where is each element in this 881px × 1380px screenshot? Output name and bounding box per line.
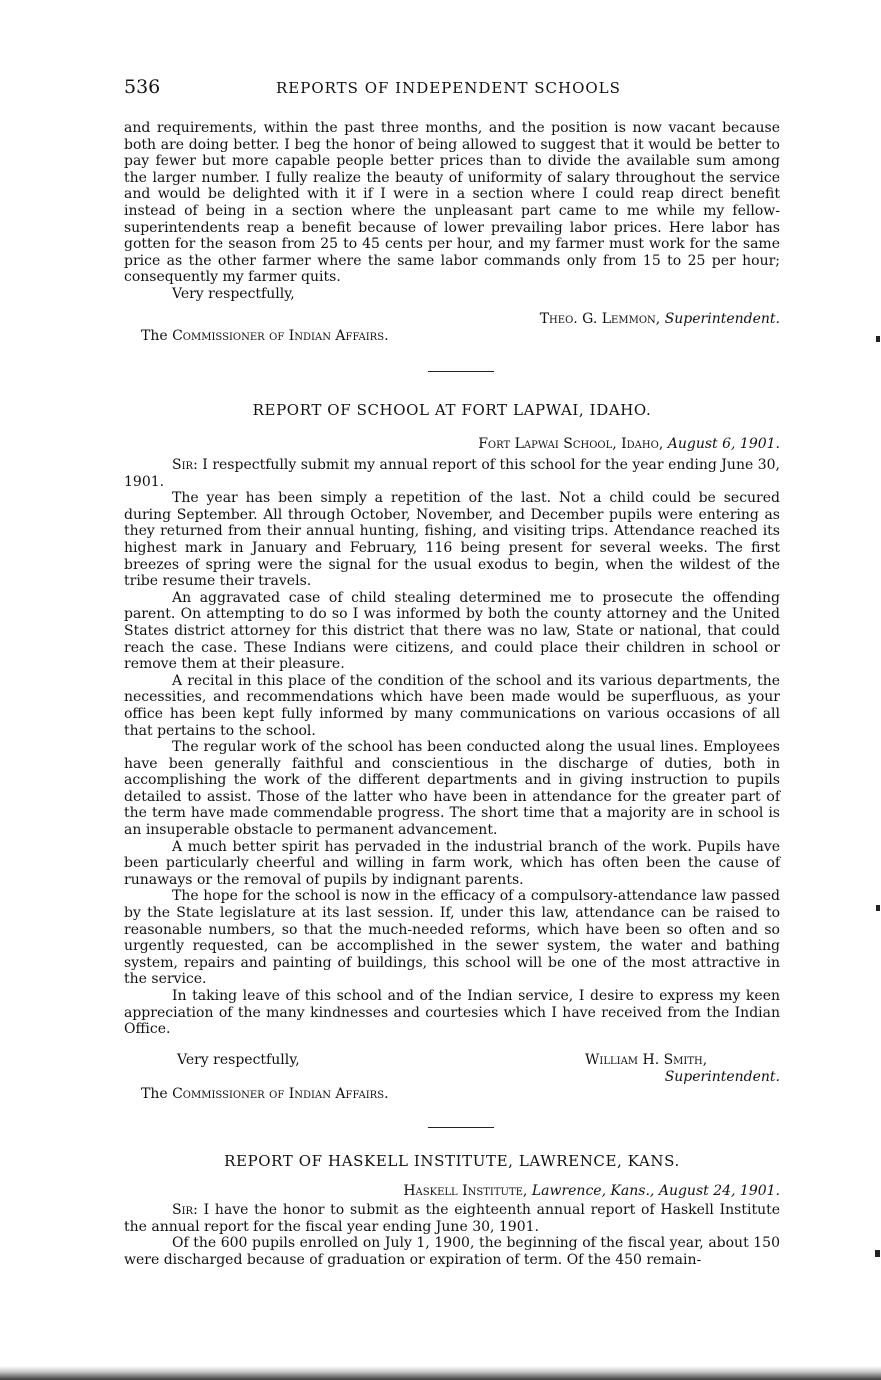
- haskell-body: [124, 1202, 780, 1268]
- section-divider: [428, 371, 494, 372]
- dateline-place: Haskell Institute,: [403, 1183, 528, 1199]
- lapwai-closing: Very respectfully,: [177, 1052, 300, 1068]
- haskell-dateline: [403, 1183, 780, 1199]
- lapwai-dateline: [478, 436, 780, 452]
- lapwai-paragraph-5: The regular work of the school has been conducted along the usual lines. Employees have been generally faithful and conscientious in the discharge of duties, both in accomplishing the work of the different departments and in giving instruction to pupils detailed to assist. Those of the latter who have been in attendance for the greater part of the term have made commendable progress. The short time that a majority are in school is an insuperable obstacle to permanent advancement.: [124, 739, 780, 839]
- dateline-date: Lawrence, Kans., August 24, 1901.: [531, 1183, 780, 1199]
- scan-margin-mark: [875, 1250, 880, 1257]
- salutation: Sir:: [172, 1202, 198, 1218]
- section-divider: [428, 1127, 494, 1128]
- scan-bottom-edge: [0, 1366, 881, 1380]
- haskell-paragraph-1: Sir: I have the honor to submit as the eighteenth annual report of Haskell Institute the annual report for the fiscal year ending June 30, 1901.: [124, 1202, 780, 1235]
- lapwai-paragraph-3: An aggravated case of child stealing determined me to prosecute the offending parent. On attempting to do so I was informed by both the county attorney and the United States district attorney for this district that there was no law, State or national, that could reach the case. These Indians were citizens, and could place their children in school or remove them at their pleasure.: [124, 589, 780, 673]
- continuation-addressee: [141, 328, 389, 344]
- lapwai-addressee: [141, 1086, 389, 1102]
- lapwai-paragraph-6: A much better spirit has pervaded in the industrial branch of the work. Pupils have been particularly cheerful and willing in farm work, which has often been the cause of runaways or the removal of pupils by indignant parents.: [124, 838, 780, 888]
- scan-margin-mark: [876, 336, 880, 342]
- continuation-block: [124, 120, 780, 303]
- lapwai-paragraph-7: The hope for the school is now in the efficacy of a compulsory-attendance law passed by the State legislature at its last session. If, under this law, attendance can be raised to reasonable numbers, so that the much-needed reforms, which have been so often and so urgently requested, can be accomplished in the sewer system, the water and bathing system, repairs and painting of buildings, this school will be one of the most attractive in the service.: [124, 888, 780, 988]
- lapwai-body: [124, 457, 780, 1038]
- lapwai-paragraph-4: A recital in this place of the condition of the school and its various departments, the necessities, and recommendations which have been made would be superfluous, as your office has been kept fully informed by many communications on various occasions of all that pertains to the school.: [124, 672, 780, 739]
- running-head: REPORTS OF INDEPENDENT SCHOOLS: [276, 79, 621, 97]
- addressee-name: Commissioner of Indian Affairs.: [172, 1086, 389, 1102]
- addressee-name: Commissioner of Indian Affairs.: [172, 328, 389, 344]
- continuation-closing: Very respectfully,: [172, 285, 295, 302]
- signature-title: Superintendent.: [664, 311, 780, 327]
- continuation-signature: [540, 311, 780, 327]
- lapwai-signature-name: William H. Smith,: [585, 1052, 708, 1068]
- haskell-paragraph-2: Of the 600 pupils enrolled on July 1, 1900, the beginning of the fiscal year, about 150 were discharged because of graduation or expiration of term. Of the 450 remain-: [124, 1235, 780, 1268]
- page-header: [124, 76, 780, 100]
- lapwai-paragraph-2: The year has been simply a repetition of the last. Not a child could be secured during September. All through October, November, and December pupils were entering as they returned from their annual hunting, fishing, and visiting trips. Attendance reached its highest mark in January and February, 116 being present for several weeks. The first breezes of spring were the signal for the usual exodus to begin, when the wildest of the tribe resume their travels.: [124, 490, 780, 590]
- continuation-paragraph: and requirements, within the past three months, and the position is now vacant because both are doing better. I beg the honor of being allowed to suggest that it would be better to pay fewer but more capable people better prices than to divide the available sum among the larger number. I fully realize the beauty of uniformity of salary throughout the service and would be delighted with it if I were in a section where I could reap direct benefit instead of being in a section where the unpleasant part came to me while my fellow-superintendents reap a benefit because of lower prevailing labor prices. Here labor has gotten for the season from 25 to 45 cents per hour, and my farmer must work for the same price as the other farmer where the same labor commands only from 15 to 25 per hour; consequently my farmer quits.: [124, 120, 780, 286]
- salutation: Sir:: [172, 457, 198, 473]
- addressee-prefix: The: [141, 1086, 168, 1102]
- dateline-place: Fort Lapwai School, Idaho,: [478, 436, 664, 452]
- page-number: 536: [124, 76, 161, 98]
- addressee-prefix: The: [141, 328, 168, 344]
- haskell-report-title: REPORT OF HASKELL INSTITUTE, LAWRENCE, KANS.: [224, 1152, 680, 1170]
- dateline-date: August 6, 1901.: [667, 436, 780, 452]
- lapwai-report-title: REPORT OF SCHOOL AT FORT LAPWAI, IDAHO.: [252, 401, 652, 419]
- lapwai-paragraph-1: Sir: I respectfully submit my annual report of this school for the year ending June 30, 1901.: [124, 457, 781, 490]
- scan-margin-mark: [876, 905, 880, 911]
- signature-name: Theo. G. Lemmon,: [539, 311, 661, 327]
- lapwai-paragraph-8: In taking leave of this school and of the Indian service, I desire to express my keen appreciation of the many kindnesses and courtesies which I have received from the Indian Office.: [124, 988, 780, 1038]
- lapwai-signature-title: Superintendent.: [664, 1069, 780, 1085]
